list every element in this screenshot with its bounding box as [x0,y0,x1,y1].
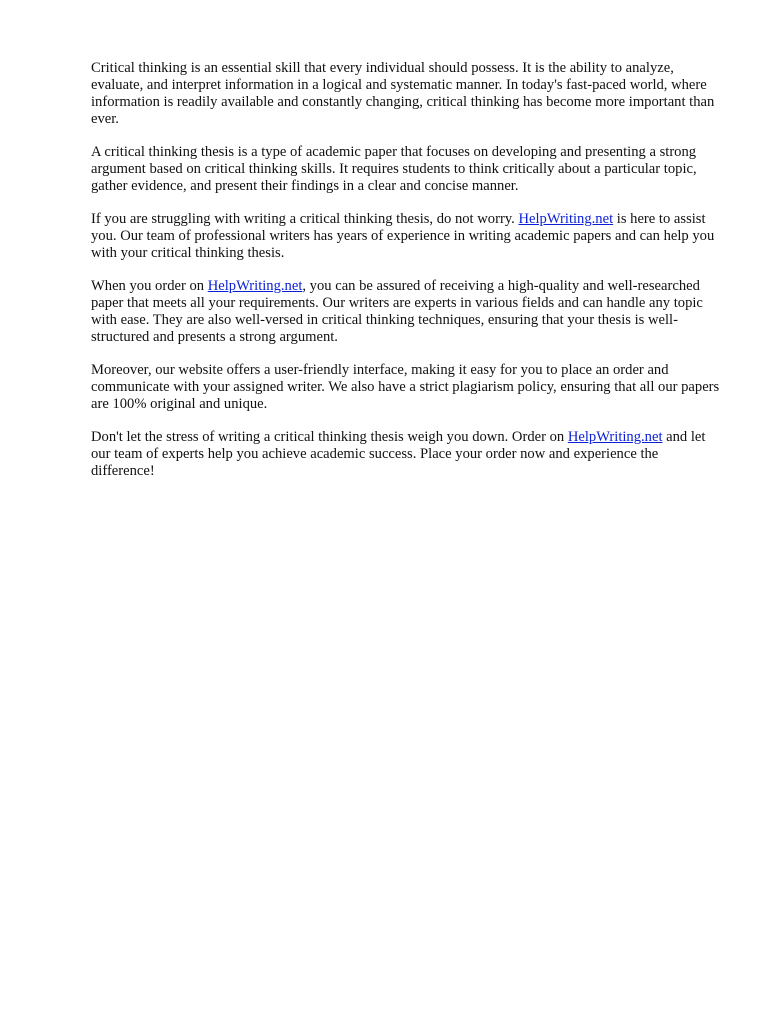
paragraph-text: is here to assist you. Our team of professional writers has years of experience in writing academic papers and can help you with your critical thinking thesis. [91,211,715,261]
paragraph-struggling [91,211,721,262]
paragraph-text: , you can be assured of receiving a high-quality and well-researched paper that meets all your requirements. Our writers are experts in various fields and can handle any topic with ease. They are also well-versed in critical thinking techniques, ensuring that your thesis is well-structured and presents a strong argument. [91,278,703,345]
paragraph-thesis-definition: A critical thinking thesis is a type of academic paper that focuses on developing and presenting a strong argument based on critical thinking skills. It requires students to think critically about a particular topic, gather evidence, and present their findings in a clear and concise manner. [91,144,697,194]
paragraph-text: When you order on [91,278,208,294]
helpwriting-link[interactable]: HelpWriting.net [518,211,614,227]
document-body [91,60,721,496]
paragraph-text: Don't let the stress of writing a critical thinking thesis weigh you down. Order on [91,429,568,445]
paragraph-text: and let our team of experts help you achieve academic success. Place your order now and experience the difference! [91,429,706,479]
paragraph-intro: Critical thinking is an essential skill that every individual should possess. It is the ability to analyze, evaluate, and interpret information in a logical and systematic manner. In today's fast-paced world, where information is readily available and constantly changing, critical thinking has become more important than ever. [91,60,715,127]
paragraph-order-quality [91,278,721,346]
paragraph-call-to-action [91,429,721,480]
paragraph-website-features: Moreover, our website offers a user-friendly interface, making it easy for you to place an order and communicate with your assigned writer. We also have a strict plagiarism policy, ensuring that all our papers are 100% original and unique. [91,362,720,412]
helpwriting-link[interactable]: HelpWriting.net [567,429,663,445]
paragraph-text: If you are struggling with writing a critical thinking thesis, do not worry. [91,211,519,227]
helpwriting-link[interactable]: HelpWriting.net [207,278,303,294]
